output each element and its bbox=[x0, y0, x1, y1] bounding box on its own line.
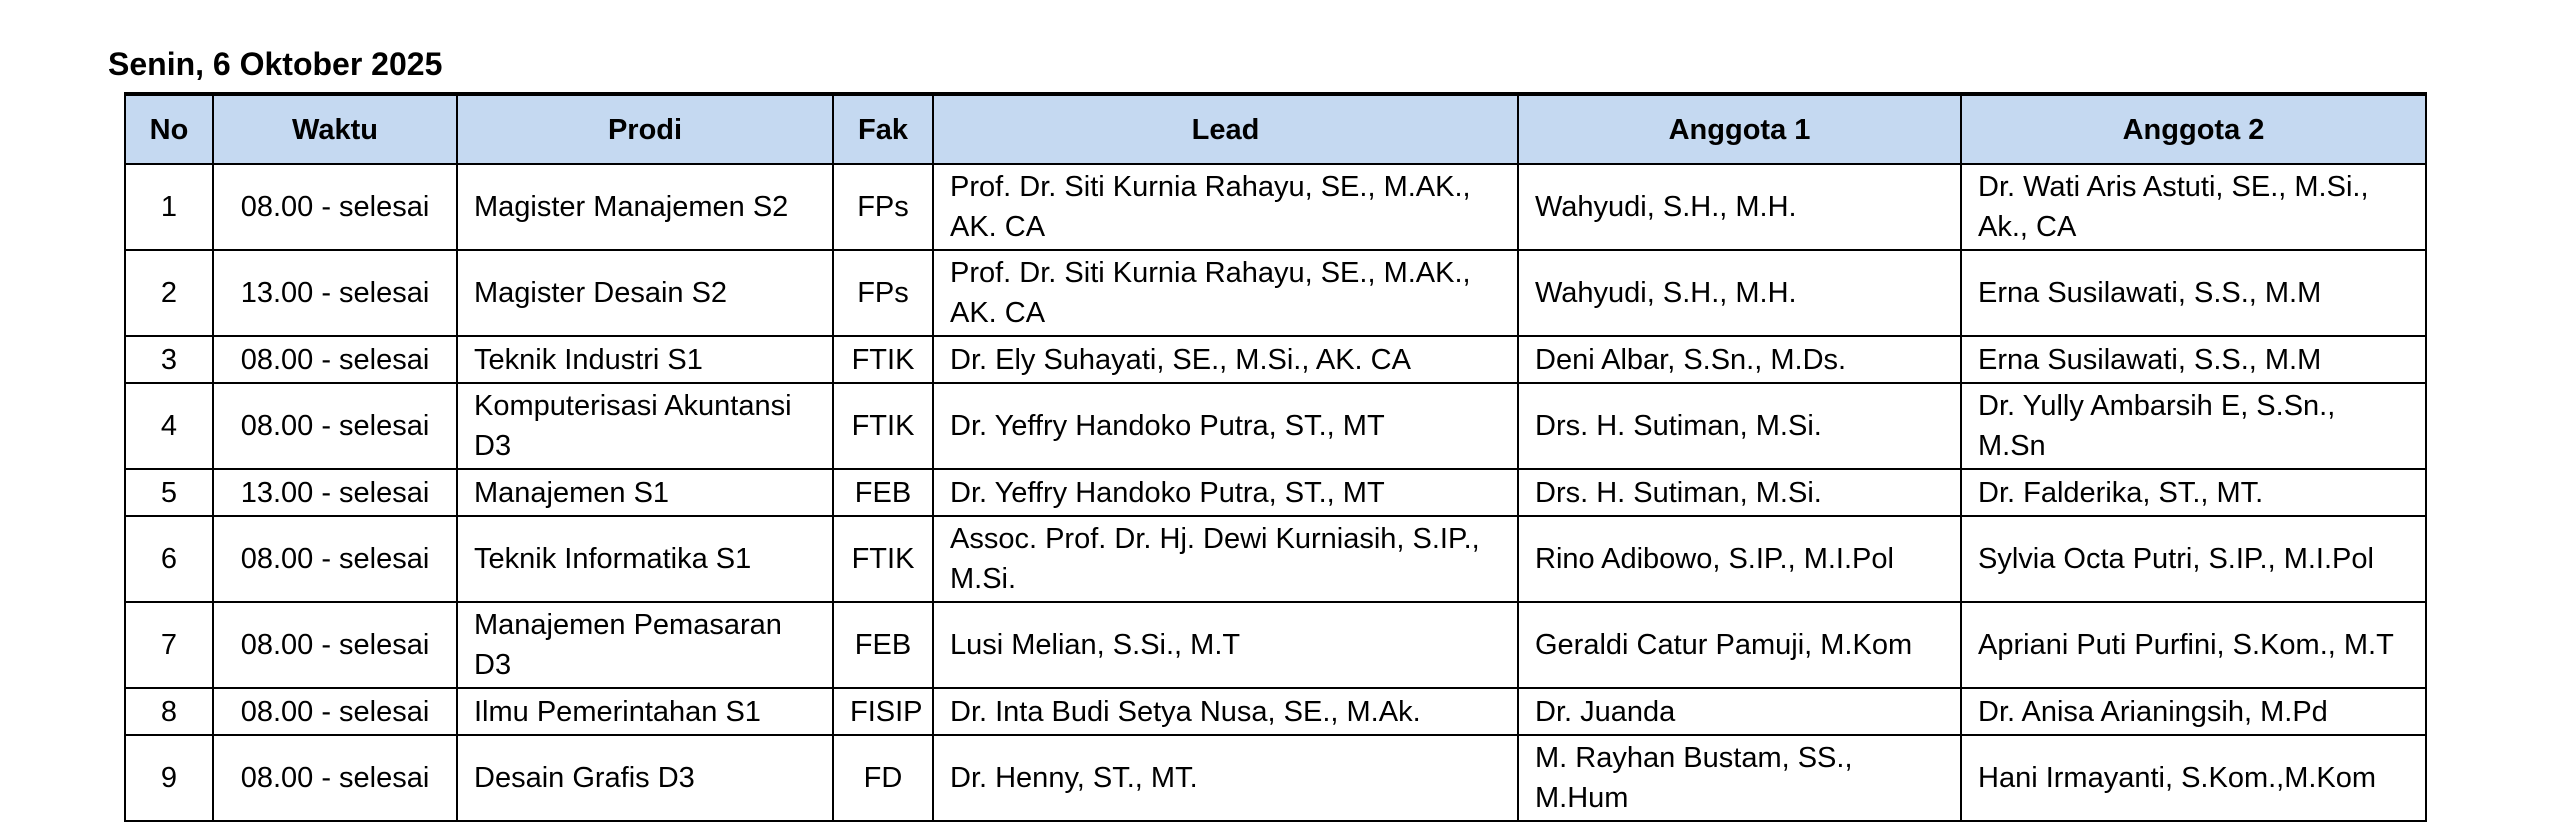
cell-anggota-2: Dr. Yully Ambarsih E, S.Sn., M.Sn bbox=[1961, 383, 2426, 469]
cell-prodi: Komputerisasi Akuntansi D3 bbox=[457, 383, 833, 469]
column-header-anggota-1: Anggota 1 bbox=[1518, 94, 1961, 164]
cell-no: 2 bbox=[125, 250, 213, 336]
table-row bbox=[125, 516, 2426, 602]
cell-anggota-1: Drs. H. Sutiman, M.Si. bbox=[1518, 383, 1961, 469]
cell-waktu: 08.00 - selesai bbox=[213, 516, 457, 602]
cell-waktu: 08.00 - selesai bbox=[213, 383, 457, 469]
cell-waktu: 13.00 - selesai bbox=[213, 469, 457, 516]
cell-anggota-1: Drs. H. Sutiman, M.Si. bbox=[1518, 469, 1961, 516]
cell-no: 3 bbox=[125, 336, 213, 383]
cell-lead: Prof. Dr. Siti Kurnia Rahayu, SE., M.AK., AK. CA bbox=[933, 250, 1518, 336]
cell-waktu: 08.00 - selesai bbox=[213, 735, 457, 821]
cell-waktu: 08.00 - selesai bbox=[213, 602, 457, 688]
table-row bbox=[125, 164, 2426, 250]
cell-fak: FPs bbox=[833, 164, 933, 250]
page-title: Senin, 6 Oktober 2025 bbox=[108, 46, 443, 82]
cell-prodi: Magister Desain S2 bbox=[457, 250, 833, 336]
cell-waktu: 13.00 - selesai bbox=[213, 250, 457, 336]
cell-prodi: Magister Manajemen S2 bbox=[457, 164, 833, 250]
cell-lead: Dr. Ely Suhayati, SE., M.Si., AK. CA bbox=[933, 336, 1518, 383]
cell-anggota-1: Rino Adibowo, S.IP., M.I.Pol bbox=[1518, 516, 1961, 602]
cell-prodi: Teknik Industri S1 bbox=[457, 336, 833, 383]
cell-no: 5 bbox=[125, 469, 213, 516]
table-row bbox=[125, 250, 2426, 336]
column-header-waktu: Waktu bbox=[213, 94, 457, 164]
cell-no: 4 bbox=[125, 383, 213, 469]
cell-fak: FISIP bbox=[833, 688, 933, 735]
cell-waktu: 08.00 - selesai bbox=[213, 336, 457, 383]
cell-prodi: Manajemen Pemasaran D3 bbox=[457, 602, 833, 688]
cell-anggota-2: Hani Irmayanti, S.Kom.,M.Kom bbox=[1961, 735, 2426, 821]
cell-lead: Assoc. Prof. Dr. Hj. Dewi Kurniasih, S.IP., M.Si. bbox=[933, 516, 1518, 602]
cell-fak: FEB bbox=[833, 602, 933, 688]
cell-lead: Dr. Yeffry Handoko Putra, ST., MT bbox=[933, 469, 1518, 516]
cell-anggota-2: Dr. Falderika, ST., MT. bbox=[1961, 469, 2426, 516]
column-header-fak: Fak bbox=[833, 94, 933, 164]
cell-no: 8 bbox=[125, 688, 213, 735]
cell-anggota-1: Wahyudi, S.H., M.H. bbox=[1518, 250, 1961, 336]
cell-lead: Dr. Henny, ST., MT. bbox=[933, 735, 1518, 821]
cell-no: 6 bbox=[125, 516, 213, 602]
cell-anggota-2: Erna Susilawati, S.S., M.M bbox=[1961, 250, 2426, 336]
cell-anggota-2: Dr. Anisa Arianingsih, M.Pd bbox=[1961, 688, 2426, 735]
cell-anggota-1: Dr. Juanda bbox=[1518, 688, 1961, 735]
cell-fak: FTIK bbox=[833, 383, 933, 469]
column-header-anggota-2: Anggota 2 bbox=[1961, 94, 2426, 164]
cell-no: 1 bbox=[125, 164, 213, 250]
cell-fak: FEB bbox=[833, 469, 933, 516]
column-header-no: No bbox=[125, 94, 213, 164]
cell-anggota-2: Sylvia Octa Putri, S.IP., M.I.Pol bbox=[1961, 516, 2426, 602]
cell-prodi: Ilmu Pemerintahan S1 bbox=[457, 688, 833, 735]
cell-lead: Prof. Dr. Siti Kurnia Rahayu, SE., M.AK., AK. CA bbox=[933, 164, 1518, 250]
column-header-lead: Lead bbox=[933, 94, 1518, 164]
cell-no: 9 bbox=[125, 735, 213, 821]
cell-prodi: Teknik Informatika S1 bbox=[457, 516, 833, 602]
table-row bbox=[125, 469, 2426, 516]
cell-anggota-2: Erna Susilawati, S.S., M.M bbox=[1961, 336, 2426, 383]
table-row bbox=[125, 336, 2426, 383]
column-header-prodi: Prodi bbox=[457, 94, 833, 164]
table-row bbox=[125, 735, 2426, 821]
table-row bbox=[125, 688, 2426, 735]
cell-waktu: 08.00 - selesai bbox=[213, 688, 457, 735]
table-row bbox=[125, 602, 2426, 688]
table-row bbox=[125, 383, 2426, 469]
cell-fak: FPs bbox=[833, 250, 933, 336]
cell-lead: Dr. Yeffry Handoko Putra, ST., MT bbox=[933, 383, 1518, 469]
cell-anggota-2: Apriani Puti Purfini, S.Kom., M.T bbox=[1961, 602, 2426, 688]
cell-fak: FTIK bbox=[833, 516, 933, 602]
cell-lead: Dr. Inta Budi Setya Nusa, SE., M.Ak. bbox=[933, 688, 1518, 735]
cell-anggota-1: Deni Albar, S.Sn., M.Ds. bbox=[1518, 336, 1961, 383]
cell-anggota-1: Wahyudi, S.H., M.H. bbox=[1518, 164, 1961, 250]
cell-prodi: Manajemen S1 bbox=[457, 469, 833, 516]
cell-prodi: Desain Grafis D3 bbox=[457, 735, 833, 821]
cell-fak: FD bbox=[833, 735, 933, 821]
cell-lead: Lusi Melian, S.Si., M.T bbox=[933, 602, 1518, 688]
table-header-row bbox=[125, 94, 2426, 164]
cell-anggota-1: M. Rayhan Bustam, SS., M.Hum bbox=[1518, 735, 1961, 821]
cell-no: 7 bbox=[125, 602, 213, 688]
cell-anggota-1: Geraldi Catur Pamuji, M.Kom bbox=[1518, 602, 1961, 688]
cell-waktu: 08.00 - selesai bbox=[213, 164, 457, 250]
cell-anggota-2: Dr. Wati Aris Astuti, SE., M.Si., Ak., CA bbox=[1961, 164, 2426, 250]
schedule-table bbox=[124, 92, 2427, 822]
cell-fak: FTIK bbox=[833, 336, 933, 383]
